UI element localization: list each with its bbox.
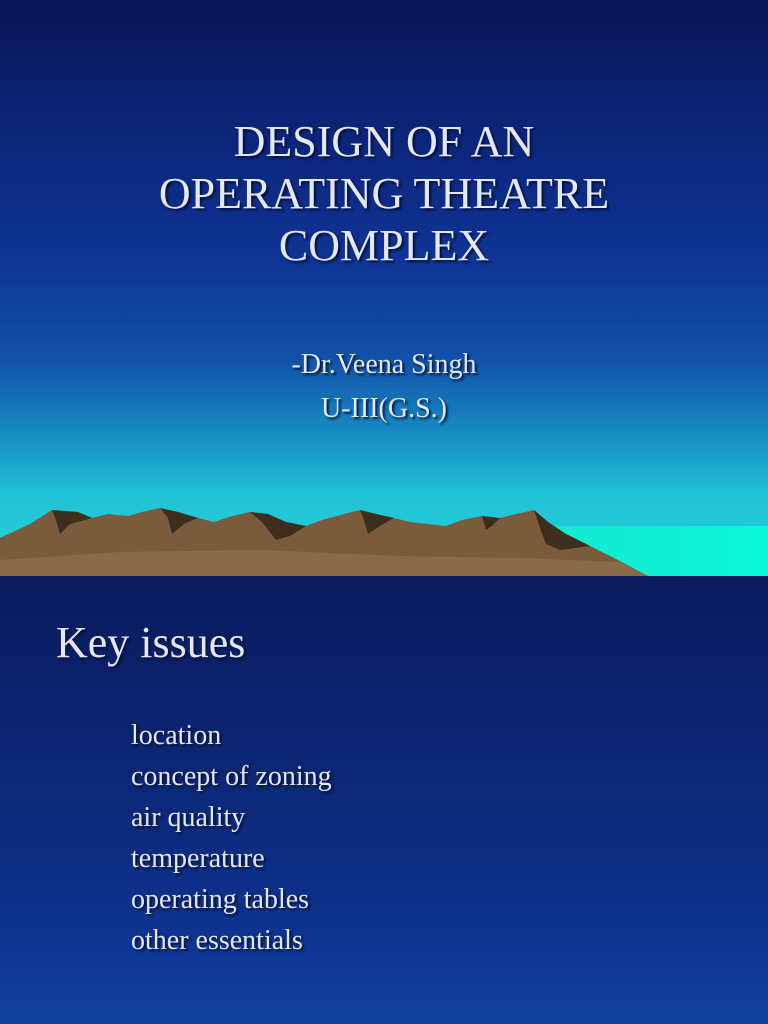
mountain-range-illustration: [0, 500, 768, 576]
author-name: -Dr.Veena Singh: [291, 349, 477, 380]
author-unit: U-III(G.S.): [321, 393, 447, 424]
key-issues-list: [131, 715, 332, 961]
list-item: operating tables: [131, 884, 310, 915]
title-line-2: OPERATING THEATRE: [158, 169, 610, 218]
key-issues-heading: Key issues: [56, 618, 246, 667]
list-item: location: [131, 720, 222, 751]
list-item: other essentials: [131, 925, 303, 956]
title-line-3: COMPLEX: [278, 221, 490, 270]
list-item: air quality: [131, 802, 246, 833]
list-item: temperature: [131, 843, 265, 874]
title-line-1: DESIGN OF AN: [233, 117, 535, 166]
list-item: concept of zoning: [131, 761, 332, 792]
slide-title: [40, 116, 728, 272]
